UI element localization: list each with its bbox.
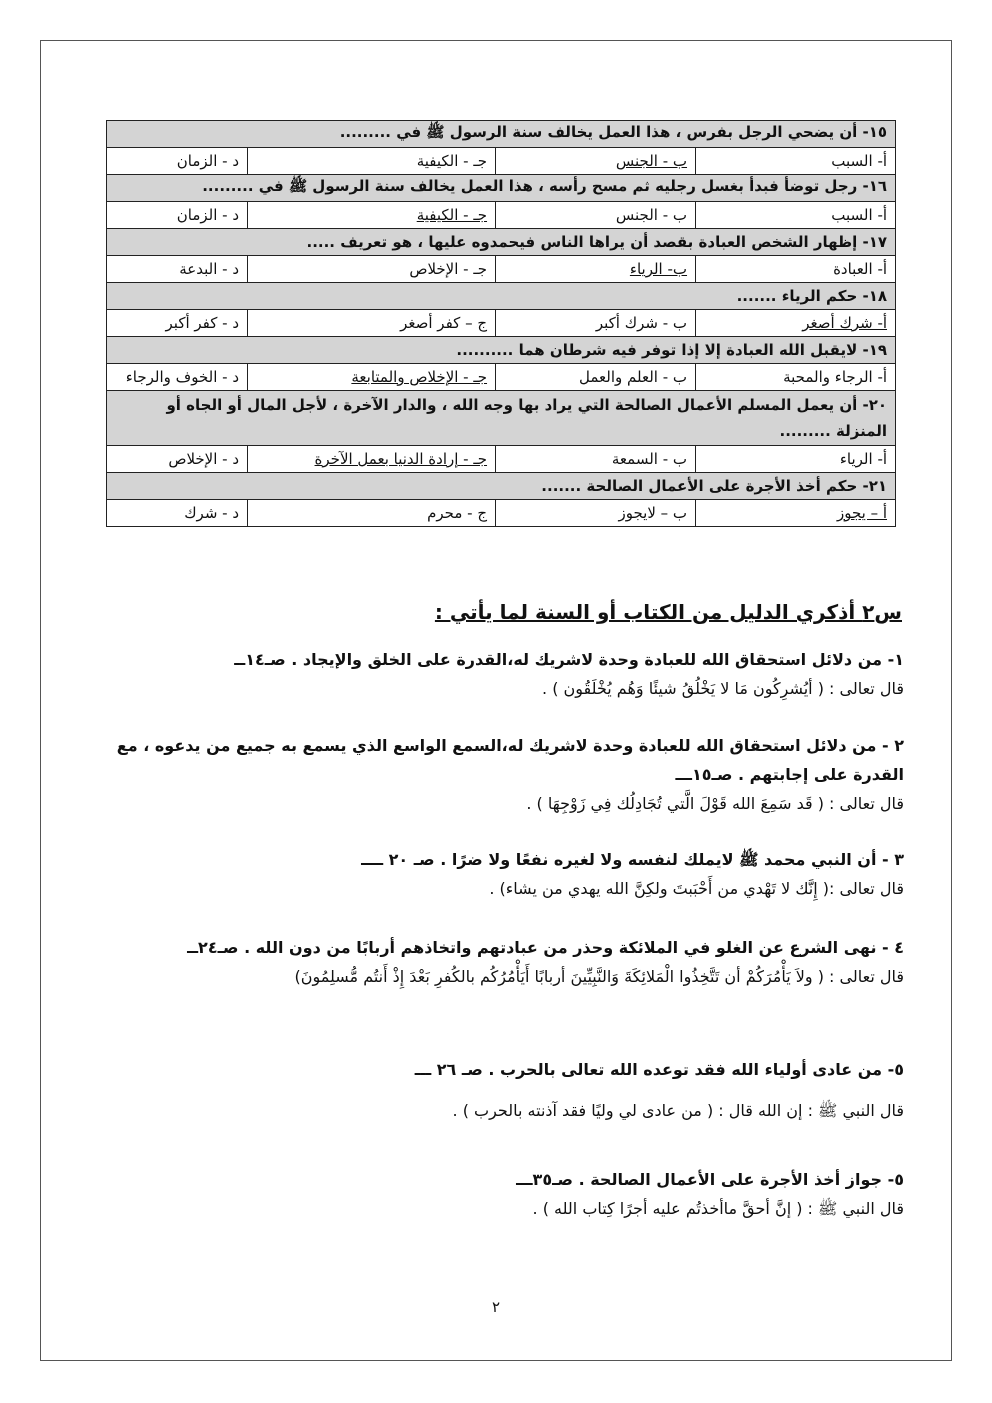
option-cell — [248, 148, 496, 175]
option-cell — [496, 364, 696, 391]
option-label: د - الخوف والرجاء — [125, 368, 240, 386]
evidence-item — [104, 933, 904, 991]
question-row — [107, 473, 896, 500]
question-text: ٢٠- أن يعمل المسلم الأعمال الصالحة التي يراد بها وجه الله ، والدار الآخرة ، لأجل المال أو الجاه أو المنزلة ......... — [107, 391, 896, 446]
question-text: ٢١- حكم أخذ الأجرة على الأعمال الصالحة ....... — [107, 473, 896, 500]
option-label: د - شرك — [184, 504, 240, 522]
question-row — [107, 283, 896, 310]
option-label: ج - محرم — [427, 504, 488, 522]
option-cell — [696, 500, 896, 527]
options-row — [107, 446, 896, 473]
options-row — [107, 310, 896, 337]
correct-option: ب- الرياء — [629, 260, 688, 278]
options-row — [107, 148, 896, 175]
correct-option: أ – يجوز — [836, 504, 888, 522]
option-cell — [696, 256, 896, 283]
options-row — [107, 256, 896, 283]
option-cell — [107, 500, 248, 527]
option-cell — [496, 148, 696, 175]
correct-option: جـ - الكيفية — [416, 206, 488, 224]
option-cell — [248, 364, 496, 391]
option-cell — [107, 364, 248, 391]
option-label: ج – كفر أصغر — [400, 314, 488, 332]
section2-heading: س٢ أذكري الدليل من الكتاب أو السنة لما يأتي : — [434, 600, 902, 624]
option-cell — [496, 310, 696, 337]
correct-option: جـ - إرادة الدنيا بعمل الآخرة — [314, 450, 488, 468]
item-title: ٥- جواز أخذ الأجرة على الأعمال الصالحة . صـ٣٥ـــ — [516, 1170, 904, 1189]
option-label: أ- الرياء — [839, 450, 888, 468]
question-row — [107, 229, 896, 256]
option-label: أ- السبب — [831, 152, 888, 170]
option-cell — [248, 310, 496, 337]
option-label: د - الإخلاص — [168, 450, 240, 468]
question-row — [107, 337, 896, 364]
question-text: ١٨- حكم الرياء ....... — [107, 283, 896, 310]
item-title: ٥- من عادى أولياء الله فقد توعده الله تعالى بالحرب . صـ ٢٦ ـــ — [414, 1060, 904, 1079]
evidence-item — [104, 731, 904, 818]
evidence-item — [104, 645, 904, 703]
option-label: ب - العلم والعمل — [579, 368, 688, 386]
option-label: د - كفر أكبر — [165, 314, 240, 332]
option-label: جـ - الإخلاص — [409, 260, 488, 278]
item-title: ٣ - أن النبي محمد ﷺ لايملك لنفسه ولا لغيره نفعًا ولا ضرًا . صـ ٢٠ ــــ — [361, 850, 904, 869]
option-cell — [696, 202, 896, 229]
item-evidence: قال النبي ﷺ : ( إنَّ أحقَّ ماأخذتُم عليه أجرًا كِتاب الله ) . — [532, 1199, 904, 1218]
question-row — [107, 391, 896, 446]
item-title: ١- من دلائل استحقاق الله للعبادة وحدة لاشريك له،القدرة على الخلق والإيجاد . صـ١٤ــ — [234, 650, 904, 669]
item-evidence: قال تعالى : ( ولاَ يَأْمُرَكُمْ أن تَتَّخِذُوا الْمَلائِكَةَ وَالنَّبِيِّينَ أربابًا أَيَأْمُرُكُم بالكُفرِ بَعْدَ إِذْ أَنتُم مُّسلِمُونَ) — [294, 967, 904, 986]
option-cell — [107, 446, 248, 473]
option-cell — [496, 500, 696, 527]
options-row — [107, 202, 896, 229]
options-row — [107, 500, 896, 527]
option-cell — [248, 446, 496, 473]
option-label: ب - الجنس — [615, 206, 688, 224]
option-cell — [696, 364, 896, 391]
page-number: ٢ — [491, 1298, 501, 1316]
correct-option: ب - الجنس — [615, 152, 688, 170]
option-cell — [248, 202, 496, 229]
option-label: د - الزمان — [176, 152, 240, 170]
option-cell — [248, 256, 496, 283]
option-cell — [696, 310, 896, 337]
question-row — [107, 121, 896, 148]
evidence-item — [104, 1055, 904, 1125]
question-text: ١٦- رجل توضأ فبدأ بغسل رجليه ثم مسح رأسه ، هذا العمل يخالف سنة الرسول ﷺ في ......... — [107, 175, 896, 202]
option-cell — [496, 202, 696, 229]
item-evidence: قال تعالى : ( أيُشرِكُون مَا لا يَخْلُقُ شيئًا وَهُم يُخْلَقُون ) . — [542, 679, 904, 698]
option-cell — [496, 256, 696, 283]
evidence-item — [104, 1165, 904, 1223]
item-title: ٢ - من دلائل استحقاق الله للعبادة وحدة لاشريك له،السمع الواسع الذي يسمع به جميع من يدعوه ، مع القدرة على إجابتهم . صـ١٥ـــ — [116, 736, 904, 784]
item-evidence: قال النبي ﷺ : إن الله قال : ( من عادى لي وليًا فقد آذنته بالحرب ) . — [452, 1101, 904, 1120]
correct-option: جـ - الإخلاص والمتابعة — [351, 368, 488, 386]
option-cell — [107, 148, 248, 175]
item-evidence: قال تعالى :( إِنَّك لا تَهْدي من أَحْبَبتَ ولكِنَّ الله يهدي من يشاء) . — [489, 879, 904, 898]
option-label: د - الزمان — [176, 206, 240, 224]
option-cell — [496, 446, 696, 473]
option-label: ب - شرك أكبر — [595, 314, 688, 332]
options-row — [107, 364, 896, 391]
option-label: أ- العبادة — [833, 260, 888, 278]
item-evidence: قال تعالى : ( قَد سَمِعَ الله قَوْلَ الَّتي تُجَادِلُك فِي زَوْجِهَا ) . — [526, 794, 904, 813]
option-cell — [696, 148, 896, 175]
question-text: ١٩- لايقبل الله العبادة إلا إذا توفر فيه شرطان هما .......... — [107, 337, 896, 364]
option-cell — [248, 500, 496, 527]
option-label: ب - السمعة — [611, 450, 688, 468]
item-title: ٤ - نهى الشرع عن الغلو في الملائكة وحذر من عبادتهم واتخاذهم أربابًا من دون الله . صـ٢٤ــ — [187, 938, 904, 957]
option-cell — [696, 446, 896, 473]
option-cell — [107, 310, 248, 337]
option-label: ب – لايجوز — [618, 504, 688, 522]
question-text: ١٧- إظهار الشخص العبادة بقصد أن يراها الناس فيحمدوه عليها ، هو تعريف ..... — [107, 229, 896, 256]
option-label: أ- السبب — [831, 206, 888, 224]
option-label: أ- الرجاء والمحبة — [783, 368, 888, 386]
question-row — [107, 175, 896, 202]
option-label: د - البدعة — [179, 260, 240, 278]
mcq-table — [106, 120, 896, 527]
option-cell — [107, 202, 248, 229]
option-label: جـ - الكيفية — [416, 152, 488, 170]
correct-option: أ- شرك أصغر — [802, 314, 888, 332]
evidence-item — [104, 845, 904, 903]
question-text: ١٥- أن يضحي الرجل بفرس ، هذا العمل يخالف سنة الرسول ﷺ في ......... — [107, 121, 896, 148]
option-cell — [107, 256, 248, 283]
